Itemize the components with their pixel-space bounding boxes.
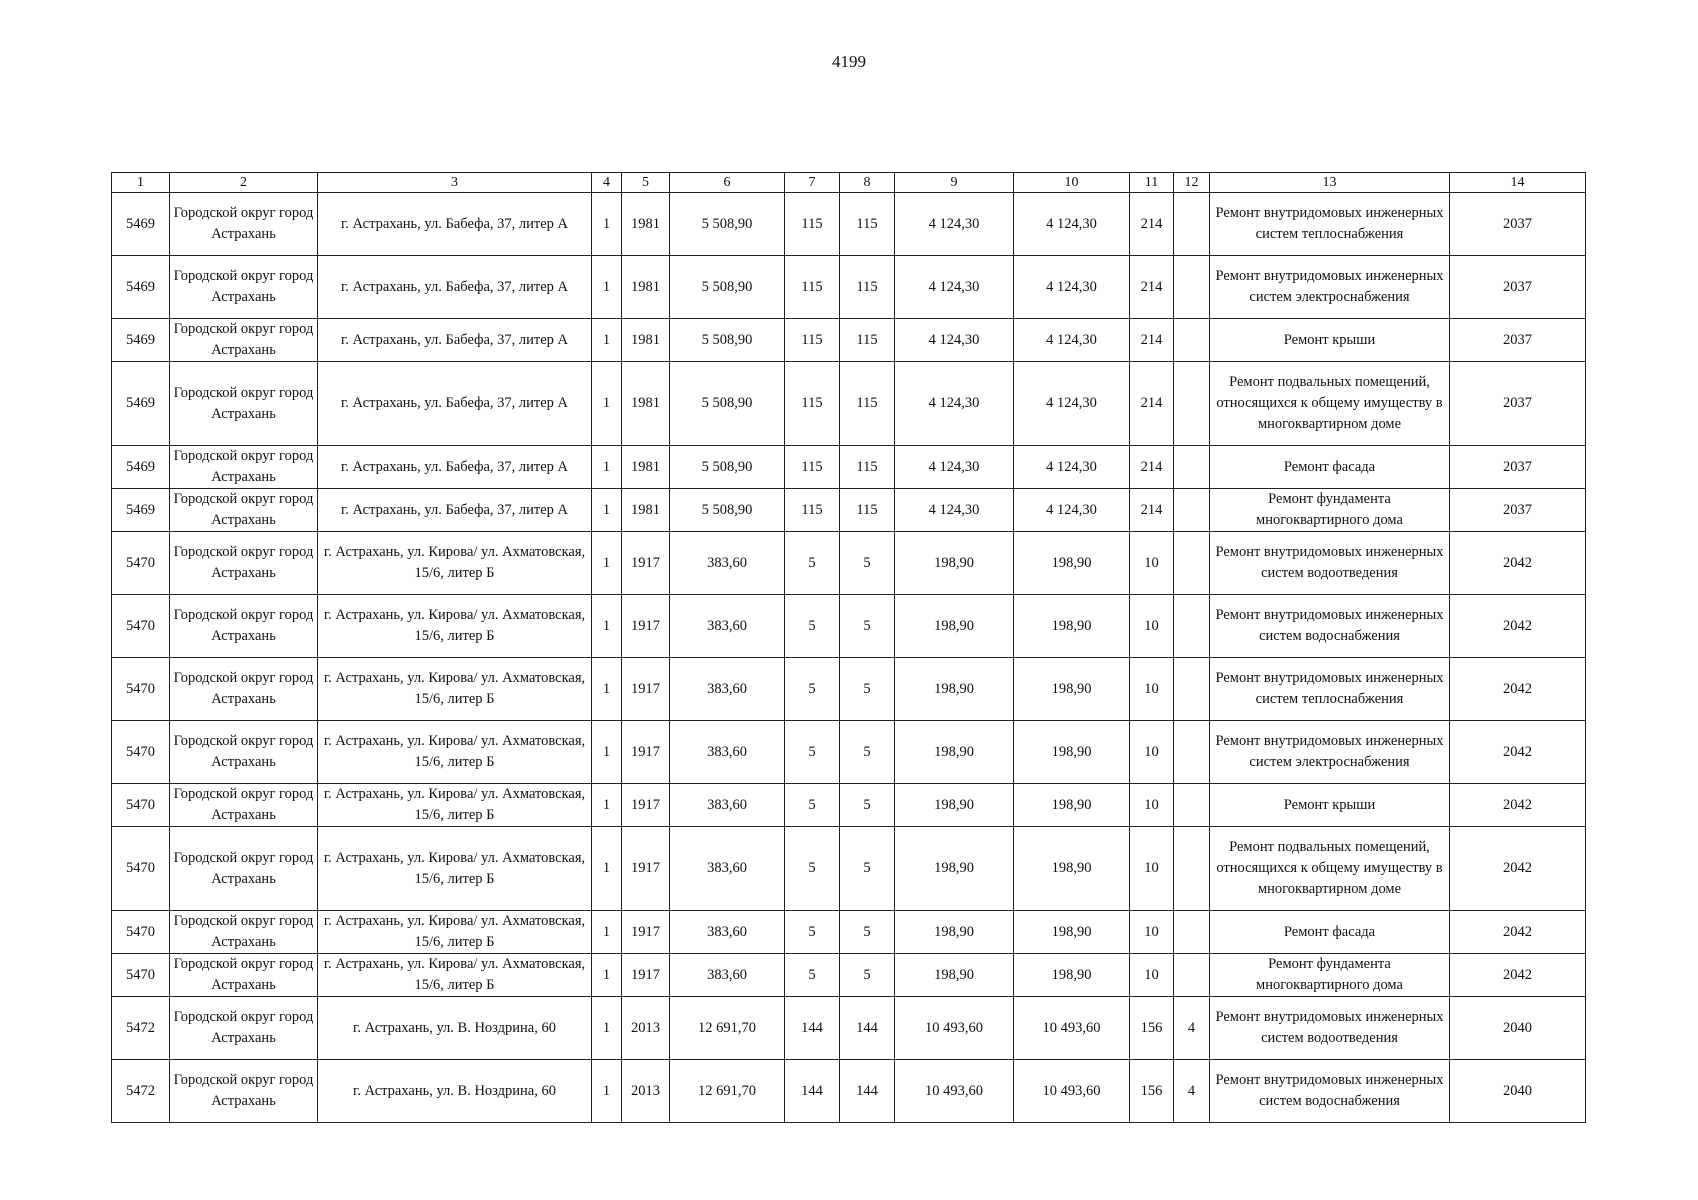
cell-col4-cell: 1 (592, 721, 622, 784)
municipality-cell: Городской округ город Астрахань (170, 489, 318, 532)
column-header-5: 5 (622, 173, 670, 193)
total-area-cell: 383,60 (670, 827, 785, 911)
cell-col7-cell: 115 (785, 362, 840, 446)
area-col10-cell: 4 124,30 (1014, 256, 1130, 319)
cell-col7-cell: 144 (785, 1060, 840, 1123)
area-col9-cell: 10 493,60 (895, 1060, 1014, 1123)
total-area-cell: 5 508,90 (670, 446, 785, 489)
total-area-cell: 12 691,70 (670, 997, 785, 1060)
cell-col4-cell: 1 (592, 532, 622, 595)
build-year-cell: 1981 (622, 446, 670, 489)
cell-col11-cell: 214 (1130, 319, 1174, 362)
cell-col8-cell: 115 (840, 446, 895, 489)
area-col9-cell: 198,90 (895, 532, 1014, 595)
area-col10-cell: 4 124,30 (1014, 193, 1130, 256)
area-col10-cell: 4 124,30 (1014, 319, 1130, 362)
cell-col4-cell: 1 (592, 362, 622, 446)
address-cell: г. Астрахань, ул. Кирова/ ул. Ахматовская, 15/6, литер Б (318, 658, 592, 721)
area-col10-cell: 198,90 (1014, 532, 1130, 595)
area-col10-cell: 198,90 (1014, 721, 1130, 784)
record-number-cell: 5469 (112, 319, 170, 362)
work-type-cell: Ремонт внутридомовых инженерных систем водоснабжения (1210, 1060, 1450, 1123)
area-col9-cell: 4 124,30 (895, 319, 1014, 362)
build-year-cell: 1917 (622, 721, 670, 784)
cell-col11-cell: 10 (1130, 658, 1174, 721)
table-row (112, 911, 1586, 954)
cell-col12-cell (1174, 532, 1210, 595)
planned-year-cell: 2037 (1450, 489, 1586, 532)
area-col9-cell: 198,90 (895, 827, 1014, 911)
table-row (112, 532, 1586, 595)
municipality-cell: Городской округ город Астрахань (170, 595, 318, 658)
column-header-8: 8 (840, 173, 895, 193)
total-area-cell: 5 508,90 (670, 489, 785, 532)
cell-col7-cell: 115 (785, 193, 840, 256)
planned-year-cell: 2040 (1450, 1060, 1586, 1123)
cell-col12-cell (1174, 319, 1210, 362)
cell-col11-cell: 10 (1130, 721, 1174, 784)
registry-table (111, 172, 1586, 1123)
cell-col11-cell: 214 (1130, 362, 1174, 446)
build-year-cell: 1981 (622, 193, 670, 256)
record-number-cell: 5470 (112, 721, 170, 784)
area-col9-cell: 198,90 (895, 658, 1014, 721)
cell-col12-cell (1174, 911, 1210, 954)
area-col9-cell: 198,90 (895, 954, 1014, 997)
address-cell: г. Астрахань, ул. Бабефа, 37, литер А (318, 446, 592, 489)
cell-col12-cell (1174, 489, 1210, 532)
planned-year-cell: 2042 (1450, 658, 1586, 721)
column-header-13: 13 (1210, 173, 1450, 193)
record-number-cell: 5469 (112, 193, 170, 256)
build-year-cell: 1917 (622, 532, 670, 595)
municipality-cell: Городской округ город Астрахань (170, 319, 318, 362)
cell-col8-cell: 115 (840, 256, 895, 319)
column-header-2: 2 (170, 173, 318, 193)
table-row (112, 446, 1586, 489)
cell-col11-cell: 156 (1130, 997, 1174, 1060)
work-type-cell: Ремонт внутридомовых инженерных систем теплоснабжения (1210, 658, 1450, 721)
cell-col8-cell: 5 (840, 954, 895, 997)
address-cell: г. Астрахань, ул. Бабефа, 37, литер А (318, 256, 592, 319)
cell-col4-cell: 1 (592, 911, 622, 954)
planned-year-cell: 2040 (1450, 997, 1586, 1060)
build-year-cell: 1981 (622, 319, 670, 362)
planned-year-cell: 2037 (1450, 319, 1586, 362)
address-cell: г. Астрахань, ул. Кирова/ ул. Ахматовская, 15/6, литер Б (318, 721, 592, 784)
cell-col7-cell: 5 (785, 784, 840, 827)
table-body (112, 193, 1586, 1123)
planned-year-cell: 2037 (1450, 446, 1586, 489)
cell-col4-cell: 1 (592, 658, 622, 721)
cell-col4-cell: 1 (592, 827, 622, 911)
table-row (112, 489, 1586, 532)
cell-col7-cell: 5 (785, 721, 840, 784)
work-type-cell: Ремонт внутридомовых инженерных систем электроснабжения (1210, 256, 1450, 319)
record-number-cell: 5469 (112, 362, 170, 446)
table-row (112, 954, 1586, 997)
work-type-cell: Ремонт внутридомовых инженерных систем водоотведения (1210, 532, 1450, 595)
cell-col12-cell: 4 (1174, 1060, 1210, 1123)
cell-col7-cell: 5 (785, 595, 840, 658)
cell-col7-cell: 5 (785, 911, 840, 954)
area-col9-cell: 198,90 (895, 595, 1014, 658)
area-col10-cell: 10 493,60 (1014, 997, 1130, 1060)
cell-col4-cell: 1 (592, 193, 622, 256)
cell-col11-cell: 10 (1130, 911, 1174, 954)
cell-col12-cell (1174, 658, 1210, 721)
cell-col8-cell: 144 (840, 997, 895, 1060)
cell-col12-cell (1174, 721, 1210, 784)
record-number-cell: 5470 (112, 911, 170, 954)
build-year-cell: 1917 (622, 911, 670, 954)
planned-year-cell: 2042 (1450, 721, 1586, 784)
total-area-cell: 5 508,90 (670, 193, 785, 256)
planned-year-cell: 2042 (1450, 911, 1586, 954)
build-year-cell: 1981 (622, 489, 670, 532)
address-cell: г. Астрахань, ул. Кирова/ ул. Ахматовская, 15/6, литер Б (318, 784, 592, 827)
municipality-cell: Городской округ город Астрахань (170, 827, 318, 911)
table-row (112, 1060, 1586, 1123)
planned-year-cell: 2042 (1450, 827, 1586, 911)
municipality-cell: Городской округ город Астрахань (170, 997, 318, 1060)
cell-col11-cell: 156 (1130, 1060, 1174, 1123)
table-row (112, 997, 1586, 1060)
cell-col7-cell: 5 (785, 658, 840, 721)
work-type-cell: Ремонт подвальных помещений, относящихся к общему имуществу в многоквартирном доме (1210, 362, 1450, 446)
area-col10-cell: 198,90 (1014, 658, 1130, 721)
work-type-cell: Ремонт фундамента многоквартирного дома (1210, 489, 1450, 532)
cell-col4-cell: 1 (592, 997, 622, 1060)
area-col9-cell: 4 124,30 (895, 362, 1014, 446)
total-area-cell: 383,60 (670, 658, 785, 721)
cell-col7-cell: 115 (785, 319, 840, 362)
cell-col4-cell: 1 (592, 784, 622, 827)
table-row (112, 319, 1586, 362)
build-year-cell: 1917 (622, 658, 670, 721)
column-header-9: 9 (895, 173, 1014, 193)
cell-col7-cell: 115 (785, 256, 840, 319)
record-number-cell: 5470 (112, 827, 170, 911)
column-header-14: 14 (1450, 173, 1586, 193)
cell-col4-cell: 1 (592, 446, 622, 489)
cell-col8-cell: 5 (840, 658, 895, 721)
area-col9-cell: 198,90 (895, 911, 1014, 954)
cell-col8-cell: 115 (840, 362, 895, 446)
header-row (112, 173, 1586, 193)
record-number-cell: 5469 (112, 256, 170, 319)
cell-col11-cell: 214 (1130, 256, 1174, 319)
address-cell: г. Астрахань, ул. В. Ноздрина, 60 (318, 997, 592, 1060)
work-type-cell: Ремонт фундамента многоквартирного дома (1210, 954, 1450, 997)
area-col10-cell: 4 124,30 (1014, 362, 1130, 446)
municipality-cell: Городской округ город Астрахань (170, 721, 318, 784)
column-header-7: 7 (785, 173, 840, 193)
work-type-cell: Ремонт подвальных помещений, относящихся к общему имуществу в многоквартирном доме (1210, 827, 1450, 911)
municipality-cell: Городской округ город Астрахань (170, 1060, 318, 1123)
work-type-cell: Ремонт внутридомовых инженерных систем теплоснабжения (1210, 193, 1450, 256)
cell-col11-cell: 10 (1130, 595, 1174, 658)
area-col9-cell: 198,90 (895, 784, 1014, 827)
total-area-cell: 12 691,70 (670, 1060, 785, 1123)
cell-col8-cell: 5 (840, 595, 895, 658)
total-area-cell: 383,60 (670, 721, 785, 784)
municipality-cell: Городской округ город Астрахань (170, 784, 318, 827)
area-col9-cell: 4 124,30 (895, 256, 1014, 319)
area-col10-cell: 198,90 (1014, 595, 1130, 658)
cell-col7-cell: 115 (785, 446, 840, 489)
cell-col12-cell (1174, 784, 1210, 827)
cell-col4-cell: 1 (592, 256, 622, 319)
column-header-11: 11 (1130, 173, 1174, 193)
cell-col8-cell: 115 (840, 319, 895, 362)
column-header-3: 3 (318, 173, 592, 193)
cell-col8-cell: 5 (840, 721, 895, 784)
cell-col12-cell (1174, 193, 1210, 256)
build-year-cell: 1917 (622, 954, 670, 997)
address-cell: г. Астрахань, ул. В. Ноздрина, 60 (318, 1060, 592, 1123)
area-col9-cell: 4 124,30 (895, 489, 1014, 532)
planned-year-cell: 2042 (1450, 784, 1586, 827)
cell-col12-cell (1174, 595, 1210, 658)
total-area-cell: 383,60 (670, 532, 785, 595)
cell-col11-cell: 214 (1130, 489, 1174, 532)
work-type-cell: Ремонт фасада (1210, 446, 1450, 489)
total-area-cell: 383,60 (670, 784, 785, 827)
cell-col8-cell: 5 (840, 784, 895, 827)
cell-col11-cell: 10 (1130, 784, 1174, 827)
area-col10-cell: 198,90 (1014, 827, 1130, 911)
total-area-cell: 5 508,90 (670, 256, 785, 319)
build-year-cell: 1917 (622, 595, 670, 658)
record-number-cell: 5469 (112, 446, 170, 489)
area-col9-cell: 198,90 (895, 721, 1014, 784)
address-cell: г. Астрахань, ул. Бабефа, 37, литер А (318, 489, 592, 532)
table-row (112, 595, 1586, 658)
table-row (112, 721, 1586, 784)
area-col10-cell: 198,90 (1014, 911, 1130, 954)
cell-col12-cell: 4 (1174, 997, 1210, 1060)
work-type-cell: Ремонт внутридомовых инженерных систем электроснабжения (1210, 721, 1450, 784)
address-cell: г. Астрахань, ул. Бабефа, 37, литер А (318, 193, 592, 256)
cell-col12-cell (1174, 827, 1210, 911)
cell-col11-cell: 10 (1130, 532, 1174, 595)
cell-col11-cell: 10 (1130, 954, 1174, 997)
address-cell: г. Астрахань, ул. Бабефа, 37, литер А (318, 319, 592, 362)
build-year-cell: 2013 (622, 997, 670, 1060)
record-number-cell: 5470 (112, 954, 170, 997)
table-row (112, 193, 1586, 256)
address-cell: г. Астрахань, ул. Кирова/ ул. Ахматовская, 15/6, литер Б (318, 532, 592, 595)
cell-col8-cell: 5 (840, 532, 895, 595)
cell-col12-cell (1174, 954, 1210, 997)
table-header (112, 173, 1586, 193)
total-area-cell: 383,60 (670, 954, 785, 997)
planned-year-cell: 2037 (1450, 193, 1586, 256)
cell-col11-cell: 214 (1130, 193, 1174, 256)
address-cell: г. Астрахань, ул. Бабефа, 37, литер А (318, 362, 592, 446)
cell-col4-cell: 1 (592, 319, 622, 362)
cell-col7-cell: 144 (785, 997, 840, 1060)
cell-col8-cell: 115 (840, 193, 895, 256)
cell-col4-cell: 1 (592, 1060, 622, 1123)
build-year-cell: 2013 (622, 1060, 670, 1123)
cell-col8-cell: 144 (840, 1060, 895, 1123)
record-number-cell: 5470 (112, 658, 170, 721)
work-type-cell: Ремонт крыши (1210, 319, 1450, 362)
record-number-cell: 5470 (112, 595, 170, 658)
build-year-cell: 1917 (622, 784, 670, 827)
cell-col7-cell: 115 (785, 489, 840, 532)
address-cell: г. Астрахань, ул. Кирова/ ул. Ахматовская, 15/6, литер Б (318, 595, 592, 658)
column-header-4: 4 (592, 173, 622, 193)
total-area-cell: 5 508,90 (670, 362, 785, 446)
area-col9-cell: 4 124,30 (895, 193, 1014, 256)
area-col10-cell: 198,90 (1014, 954, 1130, 997)
work-type-cell: Ремонт внутридомовых инженерных систем водоснабжения (1210, 595, 1450, 658)
cell-col12-cell (1174, 256, 1210, 319)
cell-col7-cell: 5 (785, 827, 840, 911)
cell-col7-cell: 5 (785, 954, 840, 997)
build-year-cell: 1917 (622, 827, 670, 911)
cell-col8-cell: 5 (840, 827, 895, 911)
cell-col12-cell (1174, 362, 1210, 446)
municipality-cell: Городской округ город Астрахань (170, 256, 318, 319)
table-row (112, 256, 1586, 319)
planned-year-cell: 2042 (1450, 954, 1586, 997)
table-row (112, 658, 1586, 721)
column-header-10: 10 (1014, 173, 1130, 193)
cell-col4-cell: 1 (592, 954, 622, 997)
record-number-cell: 5470 (112, 784, 170, 827)
record-number-cell: 5469 (112, 489, 170, 532)
municipality-cell: Городской округ город Астрахань (170, 532, 318, 595)
municipality-cell: Городской округ город Астрахань (170, 446, 318, 489)
column-header-6: 6 (670, 173, 785, 193)
planned-year-cell: 2042 (1450, 532, 1586, 595)
area-col10-cell: 198,90 (1014, 784, 1130, 827)
municipality-cell: Городской округ город Астрахань (170, 362, 318, 446)
planned-year-cell: 2037 (1450, 362, 1586, 446)
address-cell: г. Астрахань, ул. Кирова/ ул. Ахматовская, 15/6, литер Б (318, 827, 592, 911)
page-number: 4199 (832, 52, 866, 71)
cell-col4-cell: 1 (592, 595, 622, 658)
cell-col7-cell: 5 (785, 532, 840, 595)
address-cell: г. Астрахань, ул. Кирова/ ул. Ахматовская, 15/6, литер Б (318, 954, 592, 997)
record-number-cell: 5472 (112, 997, 170, 1060)
column-header-12: 12 (1174, 173, 1210, 193)
area-col9-cell: 10 493,60 (895, 997, 1014, 1060)
work-type-cell: Ремонт внутридомовых инженерных систем водоотведения (1210, 997, 1450, 1060)
record-number-cell: 5470 (112, 532, 170, 595)
municipality-cell: Городской округ город Астрахань (170, 658, 318, 721)
municipality-cell: Городской округ город Астрахань (170, 193, 318, 256)
table-row (112, 784, 1586, 827)
work-type-cell: Ремонт фасада (1210, 911, 1450, 954)
cell-col11-cell: 214 (1130, 446, 1174, 489)
cell-col8-cell: 115 (840, 489, 895, 532)
total-area-cell: 383,60 (670, 595, 785, 658)
area-col10-cell: 4 124,30 (1014, 446, 1130, 489)
record-number-cell: 5472 (112, 1060, 170, 1123)
cell-col12-cell (1174, 446, 1210, 489)
area-col10-cell: 4 124,30 (1014, 489, 1130, 532)
total-area-cell: 383,60 (670, 911, 785, 954)
area-col9-cell: 4 124,30 (895, 446, 1014, 489)
cell-col8-cell: 5 (840, 911, 895, 954)
work-type-cell: Ремонт крыши (1210, 784, 1450, 827)
planned-year-cell: 2042 (1450, 595, 1586, 658)
table-row (112, 827, 1586, 911)
planned-year-cell: 2037 (1450, 256, 1586, 319)
municipality-cell: Городской округ город Астрахань (170, 911, 318, 954)
area-col10-cell: 10 493,60 (1014, 1060, 1130, 1123)
total-area-cell: 5 508,90 (670, 319, 785, 362)
column-header-1: 1 (112, 173, 170, 193)
municipality-cell: Городской округ город Астрахань (170, 954, 318, 997)
cell-col11-cell: 10 (1130, 827, 1174, 911)
cell-col4-cell: 1 (592, 489, 622, 532)
table-row (112, 362, 1586, 446)
address-cell: г. Астрахань, ул. Кирова/ ул. Ахматовская, 15/6, литер Б (318, 911, 592, 954)
build-year-cell: 1981 (622, 362, 670, 446)
build-year-cell: 1981 (622, 256, 670, 319)
